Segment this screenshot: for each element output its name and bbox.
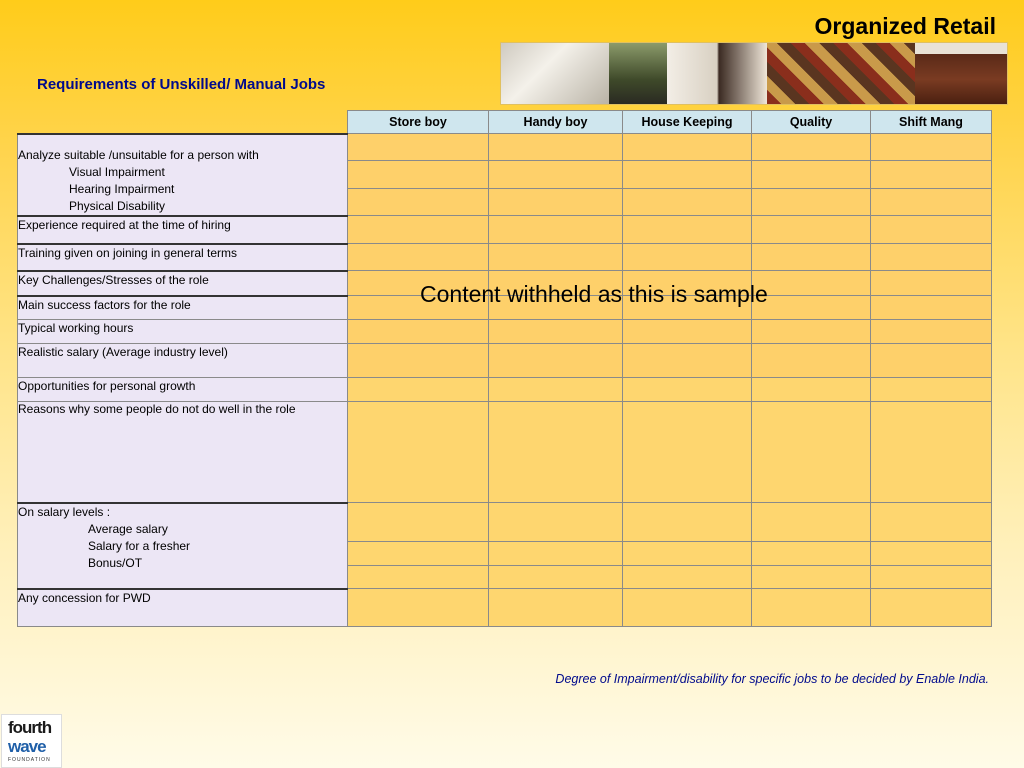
table-cell[interactable] — [752, 589, 871, 627]
table-cell[interactable] — [623, 188, 752, 215]
row-label-training: Training given on joining in general terms — [18, 244, 348, 271]
table-cell[interactable] — [489, 161, 623, 188]
table-row — [18, 503, 992, 542]
table-cell[interactable] — [348, 320, 489, 344]
salary-levels-sub-average: Average salary — [88, 521, 168, 536]
table-cell[interactable] — [348, 589, 489, 627]
table-cell[interactable] — [348, 244, 489, 271]
table-cell[interactable] — [623, 344, 752, 378]
table-cell[interactable] — [752, 271, 871, 296]
table-cell[interactable] — [871, 378, 992, 402]
cabinet-photo-icon — [915, 43, 1007, 104]
page-subtitle: Requirements of Unskilled/ Manual Jobs — [37, 76, 326, 93]
table-cell[interactable] — [752, 344, 871, 378]
row-label-reasons: Reasons why some people do not do well in the role — [18, 402, 348, 503]
table-cell[interactable] — [489, 134, 623, 161]
table-cell[interactable] — [752, 378, 871, 402]
rug-photo-icon — [767, 43, 915, 104]
table-cell[interactable] — [871, 216, 992, 244]
table-cell[interactable] — [871, 244, 992, 271]
table-cell[interactable] — [871, 271, 992, 296]
fruit-bowl-photo-icon — [609, 43, 667, 104]
table-cell[interactable] — [871, 161, 992, 188]
column-header: Store boy — [348, 111, 489, 134]
retail-banner — [500, 42, 1008, 105]
table-cell[interactable] — [752, 320, 871, 344]
table-cell[interactable] — [489, 542, 623, 566]
table-cell[interactable] — [752, 566, 871, 589]
logo-line-3: FOUNDATION — [8, 757, 51, 763]
table-cell[interactable] — [871, 566, 992, 589]
table-cell[interactable] — [871, 503, 992, 542]
table-cell[interactable] — [752, 296, 871, 320]
table-row — [18, 320, 992, 344]
fourth-wave-logo — [1, 714, 62, 768]
column-header: Handy boy — [489, 111, 623, 134]
column-header: Shift Mang — [871, 111, 992, 134]
table-cell[interactable] — [871, 402, 992, 503]
table-cell[interactable] — [623, 244, 752, 271]
table-row — [18, 216, 992, 244]
page-title: Organized Retail — [814, 13, 996, 39]
table-row — [18, 244, 992, 271]
table-cell[interactable] — [871, 134, 992, 161]
analyze-sub-physical: Physical Disability — [69, 198, 166, 213]
row-label-salary: Realistic salary (Average industry level) — [18, 344, 348, 378]
requirements-table — [17, 110, 992, 627]
table-cell[interactable] — [489, 378, 623, 402]
row-label-experience: Experience required at the time of hiring — [18, 216, 348, 244]
table-cell[interactable] — [348, 402, 489, 503]
column-header: House Keeping — [623, 111, 752, 134]
analyze-sub-visual: Visual Impairment — [69, 164, 165, 179]
row-label-growth: Opportunities for personal growth — [18, 378, 348, 402]
table-row — [18, 378, 992, 402]
table-cell[interactable] — [752, 216, 871, 244]
table-cell[interactable] — [623, 161, 752, 188]
salary-levels-sub-bonus: Bonus/OT — [88, 555, 143, 570]
table-cell[interactable] — [752, 503, 871, 542]
table-cell[interactable] — [623, 216, 752, 244]
table-cell[interactable] — [348, 188, 489, 215]
table-cell[interactable] — [489, 344, 623, 378]
table-cell[interactable] — [623, 134, 752, 161]
table-cell[interactable] — [348, 542, 489, 566]
table-cell[interactable] — [348, 161, 489, 188]
table-cell[interactable] — [871, 344, 992, 378]
column-header: Quality — [752, 111, 871, 134]
row-label-hours: Typical working hours — [18, 320, 348, 344]
table-cell[interactable] — [871, 188, 992, 215]
table-cell[interactable] — [752, 542, 871, 566]
row-label-concession: Any concession for PWD — [18, 589, 348, 627]
row-label-analyze — [18, 134, 348, 216]
table-cell[interactable] — [623, 589, 752, 627]
table-row — [18, 344, 992, 378]
footnote: Degree of Impairment/disability for specific jobs to be decided by Enable India. — [555, 672, 989, 686]
table-cell[interactable] — [348, 503, 489, 542]
table-row — [18, 402, 992, 503]
table-cell[interactable] — [623, 402, 752, 503]
table-cell[interactable] — [871, 296, 992, 320]
analyze-sub-hearing: Hearing Impairment — [69, 181, 175, 196]
salary-levels-label: On salary levels : — [18, 504, 111, 519]
logo-line-2: wave — [8, 737, 46, 756]
table-cell[interactable] — [752, 134, 871, 161]
logo-line-1: fourth — [8, 718, 52, 737]
table-cell[interactable] — [489, 188, 623, 215]
table-cell[interactable] — [489, 320, 623, 344]
table-cell[interactable] — [871, 589, 992, 627]
table-row — [18, 134, 992, 161]
table-cell[interactable] — [489, 216, 623, 244]
table-cell[interactable] — [623, 378, 752, 402]
table-cell[interactable] — [623, 566, 752, 589]
table-cell[interactable] — [348, 344, 489, 378]
table-cell[interactable] — [489, 566, 623, 589]
table-cell[interactable] — [489, 503, 623, 542]
row-label-challenges: Key Challenges/Stresses of the role — [18, 271, 348, 296]
table-cell[interactable] — [348, 378, 489, 402]
empty-corner — [18, 111, 348, 134]
table-cell[interactable] — [871, 320, 992, 344]
salary-levels-sub-fresher: Salary for a fresher — [88, 538, 191, 553]
table-cell[interactable] — [752, 244, 871, 271]
table-cell[interactable] — [489, 402, 623, 503]
table-cell[interactable] — [348, 566, 489, 589]
table-cell[interactable] — [871, 542, 992, 566]
table-row — [18, 589, 992, 627]
table-cell[interactable] — [623, 542, 752, 566]
row-label-success: Main success factors for the role — [18, 296, 348, 320]
table-cell[interactable] — [623, 320, 752, 344]
table-cell[interactable] — [623, 503, 752, 542]
candle-holders-photo-icon — [667, 43, 767, 104]
table-cell[interactable] — [489, 244, 623, 271]
table-cell[interactable] — [752, 402, 871, 503]
table-cell[interactable] — [752, 161, 871, 188]
analyze-label: Analyze suitable /unsuitable for a person with — [18, 147, 259, 162]
table-cell[interactable] — [752, 188, 871, 215]
table-cell[interactable] — [348, 134, 489, 161]
table-cell[interactable] — [489, 589, 623, 627]
sample-watermark: Content withheld as this is sample — [420, 281, 768, 307]
vases-photo-icon — [501, 43, 609, 104]
table-cell[interactable] — [348, 216, 489, 244]
row-label-salary-levels — [18, 503, 348, 589]
table-header-row — [18, 111, 992, 134]
